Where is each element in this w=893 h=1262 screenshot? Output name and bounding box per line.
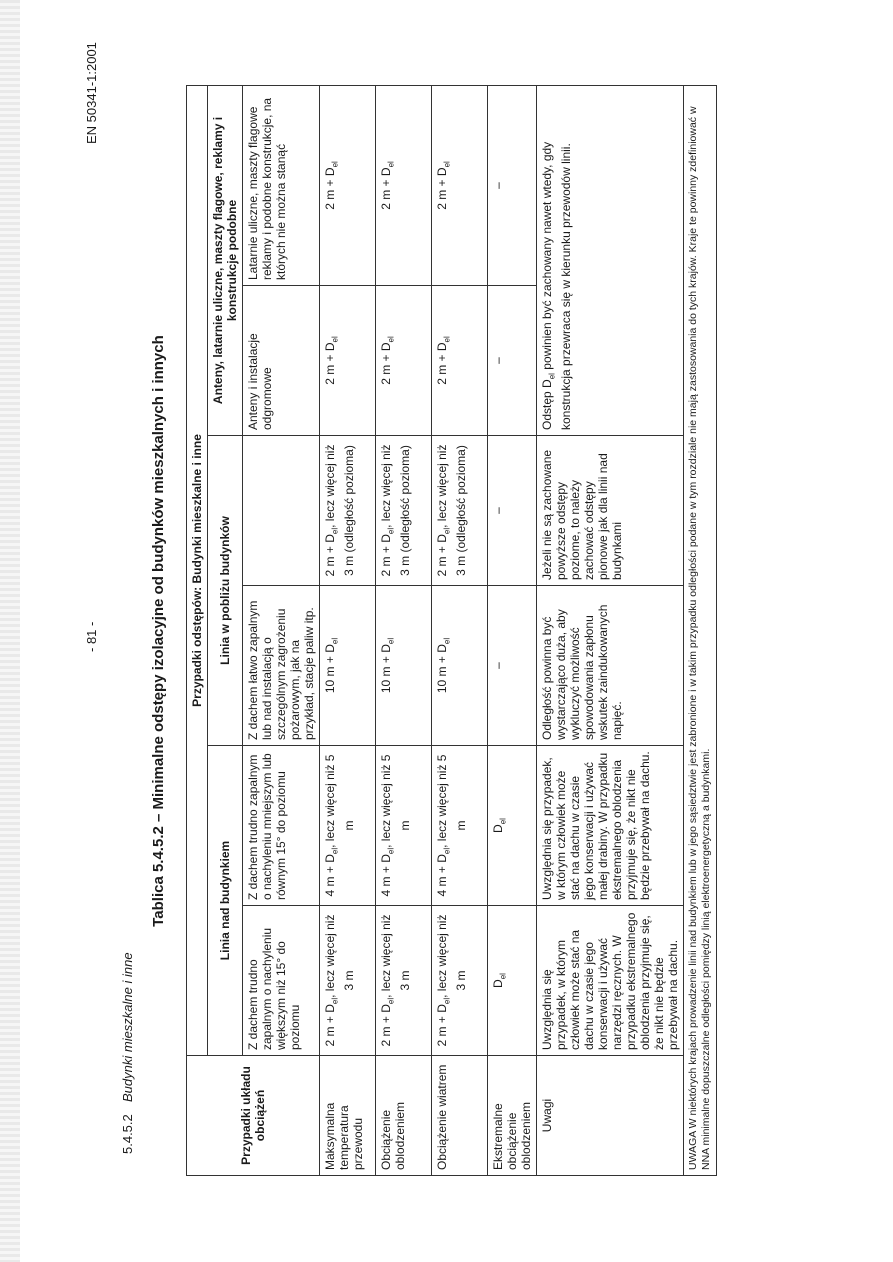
row-label: Ekstremalne obciążenie oblodzeniem [488, 1056, 537, 1176]
remark-cell: Uwzględnia się przypadek, w którym człowiek może stać na dachu w czasie jego konserwacji i używać małej drabiny. W przypadku ekstremalnego oblodzenia przyjmuje się, że nikt nie będzie przebywał na dachu. [537, 746, 684, 906]
table-cell: 2 $m + D_{el}$ [432, 286, 488, 436]
table-cell: 2 $m + D_{el}$ [320, 286, 376, 436]
remark-cell: Odstęp $D_{el}$ powinien być zachowany nawet wtedy, gdy konstrukcja przewraca się w kierunku przewodów linii. [537, 85, 684, 435]
note-row [684, 85, 717, 1175]
table-cell: 10 $m + D_{el}$ [376, 586, 432, 746]
header-row-3 [243, 85, 320, 1175]
table-cell: 10 $m + D_{el}$ [432, 586, 488, 746]
table-cell: 2 $m + D_{el}$, lecz więcej niż 3 m (odległość pozioma) [320, 436, 376, 586]
table-cell: 2 $m + D_{el}$, lecz więcej niż 3 m [376, 906, 432, 1056]
table-cell: 4 $m + D_{el}$, lecz więcej niż 5 m [320, 746, 376, 906]
remarks-label: Uwagi [537, 1056, 684, 1176]
table-cell: 2 $m + D_{el}$ [376, 286, 432, 436]
sub-header: Anteny i instalacje odgromowe [243, 286, 320, 436]
table-cell: – [488, 586, 537, 746]
load-cases-header: Przypadki układu obciążeń [187, 1056, 320, 1176]
table-cell: 2 $m + D_{el}$ [320, 85, 376, 285]
table-cell: 2 $m + D_{el}$, lecz więcej niż 3 m (odległość pozioma) [376, 436, 432, 586]
group-antennas: Anteny, latarnie uliczne, maszty flagowe, reklamy i konstrukcje podobne [208, 85, 243, 435]
table-cell: 4 $m + D_{el}$, lecz więcej niż 5 m [376, 746, 432, 906]
table-row [432, 85, 488, 1175]
table-cell: $D_{el}$ [488, 746, 537, 906]
table-cell: 4 $m + D_{el}$, lecz więcej niż 5 m [432, 746, 488, 906]
row-label: Maksymalna temperatura przewodu [320, 1056, 376, 1176]
section-number: 5.4.5.2 [120, 1114, 135, 1154]
remark-cell: Jeżeli nie są zachowane powyższe odstępy poziome, to należy zachować odstępy pionowe jak dla linii nad budynkami [537, 436, 684, 586]
table-row [376, 85, 432, 1175]
cases-header: Przypadki odstępów: Budynki mieszkalne i inne [187, 85, 208, 1055]
table-cell: 10 $m + D_{el}$ [320, 586, 376, 746]
section-title: Budynki mieszkalne i inne [120, 952, 135, 1102]
table-cell: – [488, 286, 537, 436]
table-note: UWAGA W niektórych krajach prowadzenie linii nad budynkiem lub w jego sąsiedztwie jest zabronione i w takim przypadku odległości podane w tym rozdziale nie mają zastosowania do tych krajów. Kraje te powinny zdefiniować w NNA minimalne dopuszczalne odległości pomiędzy linią elektroenergetyczną a budynkami. [684, 85, 717, 1175]
sub-header: Z dachem trudno zapalnym o nachyleniu mniejszym lub równym 15° do poziomu [243, 746, 320, 906]
table-cell: 2 $m + D_{el}$ [432, 85, 488, 285]
table-caption: Tablica 5.4.5.2 – Minimalne odstępy izolacyjne od budynków mieszkalnych i innych [150, 335, 167, 927]
remarks-row [537, 85, 684, 1175]
sub-header: Latarnie uliczne, maszty flagowe reklamy i podobne konstrukcje, na których nie można stanąć [243, 85, 320, 285]
table-cell: 2 $m + D_{el}$, lecz więcej niż 3 m [320, 906, 376, 1056]
remark-cell: Uwzględnia się przypadek, w którym człowiek może stać na dachu w czasie jego konserwacji i używać narzędzi ręcznych. W przypadku ekstremalnego oblodzenia przyjmuje się, że nikt nie będzie przebywał na dachu. [537, 906, 684, 1056]
page-number: - 81 - [84, 621, 99, 652]
row-label: Obciążenie wiatrem [432, 1056, 488, 1176]
header-row-1 [187, 85, 208, 1175]
table-cell: – [488, 85, 537, 285]
table-cell: 2 $m + D_{el}$, lecz więcej niż 3 m (odległość pozioma) [432, 436, 488, 586]
group-above: Linia nad budynkiem [208, 746, 243, 1056]
table-cell: – [488, 436, 537, 586]
group-near: Linia w pobliżu budynków [208, 436, 243, 746]
table-cell: 2 $m + D_{el}$ [376, 85, 432, 285]
header-row-2 [208, 85, 243, 1175]
clearance-table [186, 85, 717, 1176]
standard-id: EN 50341-1:2001 [84, 42, 99, 144]
remark-cell: Odległość powinna być wystarczająco duża, aby wykluczyć możliwość spowodowania zapłonu wskutek zaindukowanych napięć. [537, 586, 684, 746]
sub-header [243, 436, 320, 586]
sub-header: Z dachem łatwo zapalnym lub nad instalacją o szczególnym zagrożeniu pożarowym, jak na przykład, stacje paliw itp. [243, 586, 320, 746]
table-row [488, 85, 537, 1175]
table-row [320, 85, 376, 1175]
row-label: Obciążenie oblodzeniem [376, 1056, 432, 1176]
table-cell: $D_{el}$ [488, 906, 537, 1056]
sub-header: Z dachem trudno zapalnym o nachyleniu większym niż 15° do poziomu [243, 906, 320, 1056]
table-cell: 2 $m + D_{el}$, lecz więcej niż 3 m [432, 906, 488, 1056]
